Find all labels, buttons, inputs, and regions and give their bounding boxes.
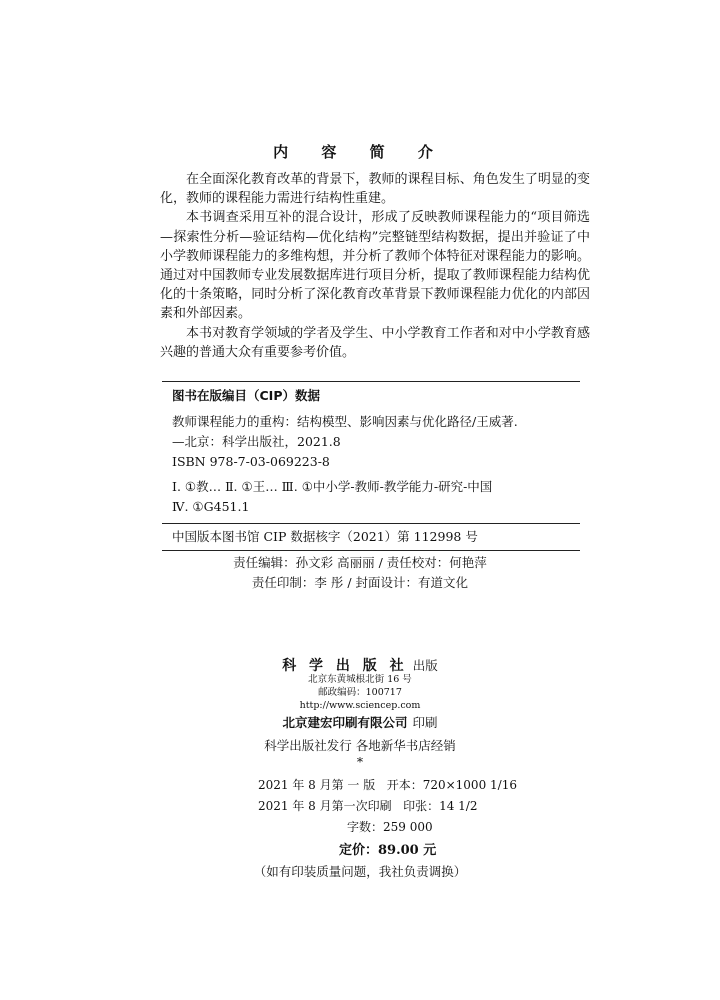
print-sheets: 印张：14 1/2 — [403, 799, 478, 813]
cip-line: Ⅰ. ①教… Ⅱ. ①王… Ⅲ. ①中小学-教师-教学能力-研究-中国 — [172, 479, 493, 494]
cip-number: 中国版本图书馆 CIP 数据核字（2021）第 112998 号 — [172, 529, 478, 544]
cip-body — [162, 406, 580, 517]
word-count: 字数：259 000 — [347, 820, 433, 834]
price: 定价：89.00 元 — [339, 843, 437, 858]
printer-line — [0, 712, 720, 731]
edition-date: 2021 年 8 月第 一 版 — [258, 778, 376, 792]
abstract-body — [160, 170, 590, 362]
abstract-paragraph: 本书调查采用互补的混合设计，形成了反映教师课程能力的“项目筛选—探索性分析—验证结构—优化结构”完整链型结构数据，提出并验证了中小学教师课程能力的多维构想，并分析了教师个体特征对课程能力的影响。通过对中国教师专业发展数据库进行项目分析，提取了教师课程能力结构优化的十条策略，同时分析了深化教育改革背景下教师课程能力优化的内部因素和外部因素。 — [160, 210, 590, 322]
print-date: 2021 年 8 月第一次印刷 — [258, 799, 392, 813]
abstract-title: 内 容 简 介 — [273, 143, 447, 161]
printer-name: 北京建宏印刷有限公司 — [282, 715, 408, 730]
cip-block — [162, 381, 580, 551]
quality-note: （如有印装质量问题，我社负责调换） — [253, 864, 467, 879]
cip-line: —北京：科学出版社，2021.8 — [172, 434, 341, 449]
separator-star: * — [356, 754, 364, 769]
edition-line — [258, 776, 517, 793]
abstract-paragraph: 在全面深化教育改革的背景下，教师的课程目标、角色发生了明显的变化，教师的课程能力需进行结构性重建。 — [160, 172, 590, 207]
cip-line: 教师课程能力的重构：结构模型、影响因素与优化路径/王威著. — [172, 414, 518, 429]
book-format: 开本：720×1000 1/16 — [386, 778, 517, 792]
credits-line: 责任编辑：孙文彩 高丽丽 / 责任校对：何艳萍 — [233, 555, 487, 570]
printing-line — [258, 797, 477, 814]
publisher-address: 北京东黄城根北街 16 号 — [308, 674, 412, 685]
credits-line: 责任印制：李 彤 / 封面设计：有道文化 — [251, 575, 469, 590]
cip-line: ISBN 978-7-03-069223-8 — [172, 454, 330, 469]
publisher-line — [0, 655, 720, 675]
abstract-paragraph: 本书对教育学领域的学者及学生、中小学教育工作者和对中小学教育感兴趣的普通大众有重要参考价值。 — [160, 325, 590, 360]
publisher-website: http://www.sciencep.com — [299, 700, 421, 711]
publisher-postcode: 邮政编码：100717 — [318, 687, 402, 698]
printer-suffix: 印刷 — [412, 715, 438, 730]
cip-line: Ⅳ. ①G451.1 — [172, 499, 250, 514]
cip-header: 图书在版编目（CIP）数据 — [172, 388, 320, 403]
publisher-suffix: 出版 — [412, 658, 438, 673]
publisher-name: 科 学 出 版 社 — [282, 658, 408, 674]
distribution-line: 科学出版社发行 各地新华书店经销 — [264, 738, 456, 753]
